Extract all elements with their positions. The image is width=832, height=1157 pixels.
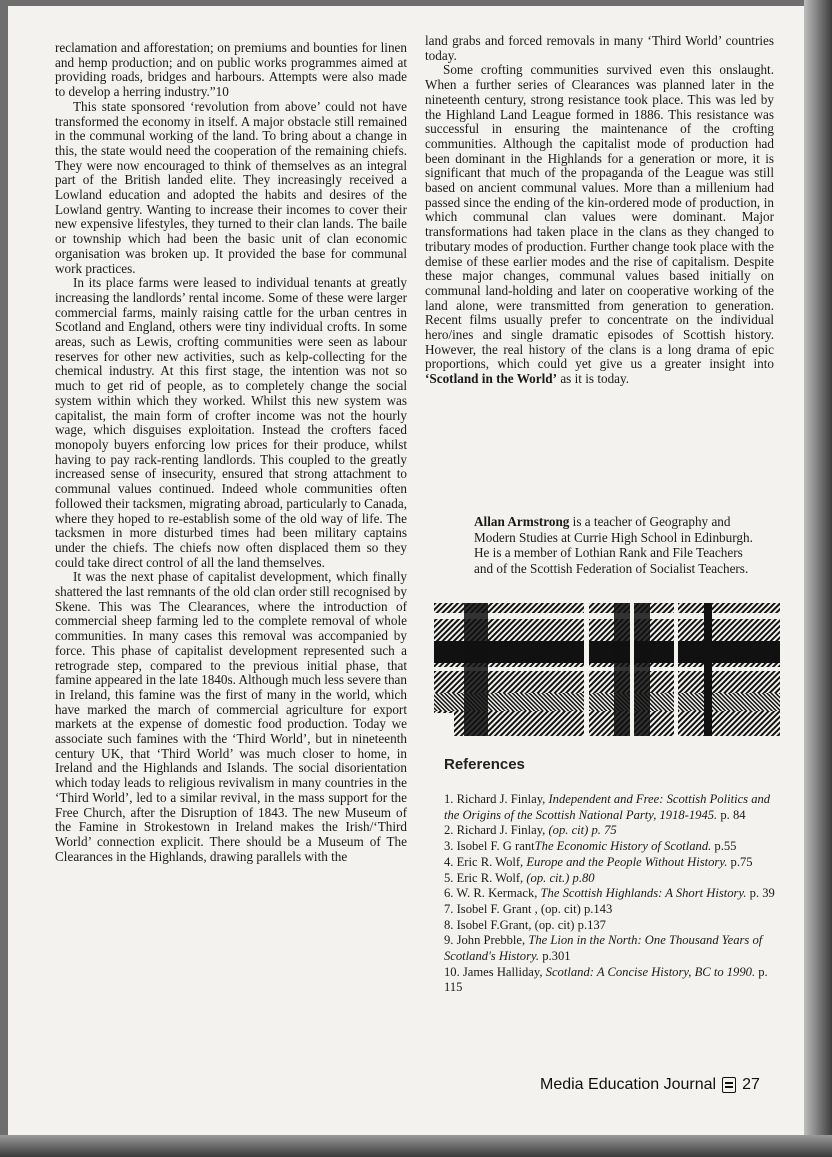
scan-edge-shadow-bottom xyxy=(0,1135,832,1157)
reference-item: 5. Eric R. Wolf, (op. cit.) p.80 xyxy=(444,870,595,885)
journal-name: Media Education Journal xyxy=(540,1076,717,1093)
reference-item: 8. Isobel F.Grant, (op. cit) p.137 xyxy=(444,917,606,932)
tartan-vertical-band-3 xyxy=(704,603,712,736)
author-name: Allan Armstrong xyxy=(474,514,570,529)
left-paragraph-3: In its place farms were leased to individual tenants at greatly increasing the landlords’ rental income. Some of these were larger commercial farms, mainly raising cattle for the urban centres in Scotland and England, others were tiny individual crofts. In some areas, such as Lewis, crofting communities were seen as labour reserves for other new activities, such as kelp-collecting for the chemical industry. At this first stage, the intention was not so much to get rid of people, as to completely change the social system within which they worked. Whilst this new system was capitalist, the main form of crofter income was not the hourly wage, which disguises exploitation. Instead the crofters faced monopoly buyers enforcing low prices for their produce, whilst having to pay rack-renting landlords. This coupled to the greatly increased sense of insecurity, ensured that strong attachment to communal values continued. Indeed whole communities often followed their tacksmen, migrating abroad, particularly to Canada, where they hoped to re-establish some of the old way of life. The tacksmen in more disturbed times had been military captains under the chiefs. The chiefs now often displaced them so they could take direct control of all the land themselves. xyxy=(55,275,407,570)
left-paragraph-2: This state sponsored ‘revolution from above’ could not have transformed the economy in itself. A major obstacle still remained in the communal working of the land. To bring about a change in this, the state would need the cooperation of the remaining chiefs. They were now encouraged to think of themselves as an integral part of the British landed elite. They increasingly received a Lowland education and adopted the habits and desires of the Lowland gentry. Wanting to increase their incomes to cover their new expensive lifestyles, they turned to their clan lands. The baile or township which had been the basic unit of clan economic organisation was broken up. It provided the base for communal work practices. xyxy=(55,98,407,276)
author-bio-text: is a teacher of Geography and Modern Studies at Currie High School in Edinburgh. He is a member of Lothian Rank and File Teachers and of the Scottish Federation of Socialist Teachers. xyxy=(474,514,753,576)
tartan-vertical-white-1 xyxy=(584,603,589,736)
tartan-vertical-band-1 xyxy=(464,603,488,736)
journal-page xyxy=(8,6,808,1138)
page-icon xyxy=(722,1077,736,1093)
reference-item: 9. John Prebble, The Lion in the North: One Thousand Years of Scotland's History. p.301 xyxy=(444,933,763,964)
page-footer xyxy=(540,1076,760,1094)
references-list xyxy=(444,792,784,996)
reference-item: 10. James Halliday, Scotland: A Concise History, BC to 1990. p. 115 xyxy=(444,964,768,995)
right-column xyxy=(425,34,774,387)
reference-item: 2. Richard J. Finlay, (op. cit) p. 75 xyxy=(444,823,617,838)
right-paragraph-1: land grabs and forced removals in many ‘Third World’ countries today. xyxy=(425,33,774,63)
scotland-in-the-world: ‘Scotland in the World’ xyxy=(425,371,558,387)
left-paragraph-4: It was the next phase of capitalist development, which finally shattered the last remnants of the old clan order still recognised by Skene. This was The Clearances, where the introduction of commercial sheep farming led to the complete removal of whole communities. In many cases this removal was accompanied by force. This phase of capitalist development represented such a retrograde step, compared to the previous initial phase, that famine appeared in the late 1840s. Although much less severe than in Ireland, this famine was the first of many in the world, which have marked the march of commercial agriculture for export markets at the expense of domestic food production. Today we associate such famines with the ‘Third World’, but in nineteenth century UK, that ‘Third World’ was much closer to home, in Ireland and the Highlands and Islands. The social disorientation which today leads to religious revivalism in many countries in the ‘Third World’, led to a similar revival, in the mass support for the Free Church, after the Disruption of 1843. The new Museum of the Famine in Strokestown in Ireland makes the Irish/‘Third World’ connection explicit. There should be a Museum of The Clearances in the Highlands, drawing parallels with the xyxy=(55,569,407,864)
left-paragraph-1: reclamation and afforestation; on premiums and bounties for linen and hemp production; and on public works programmes aimed at providing roads, bridges and harbours. Attempts were also made to develop a herring industry.”10 xyxy=(55,40,407,100)
right-paragraph-2-end: as it is today. xyxy=(560,371,630,387)
references-heading: References xyxy=(444,756,525,773)
reference-item: 7. Isobel F. Grant , (op. cit) p.143 xyxy=(444,901,613,916)
reference-item: 6. W. R. Kermack, The Scottish Highlands: A Short History. p. 39 xyxy=(444,886,775,901)
page-number: 27 xyxy=(742,1076,760,1093)
author-bio xyxy=(474,514,764,576)
tartan-vertical-white-3 xyxy=(674,603,678,736)
reference-item: 4. Eric R. Wolf, Europe and the People Without History. p.75 xyxy=(444,854,753,869)
scan-edge-shadow-right xyxy=(804,0,832,1157)
reference-item: 1. Richard J. Finlay, Independent and Free: Scottish Politics and the Origins of the Scottish National Party, 1918-1945. p. 84 xyxy=(444,792,771,822)
left-column xyxy=(55,41,407,864)
tartan-corner-light xyxy=(434,713,454,736)
tartan-illustration xyxy=(434,603,780,736)
tartan-vertical-white-2 xyxy=(630,603,634,736)
reference-item: 3. Isobel F. G rantThe Economic History of Scotland. p.55 xyxy=(444,839,737,854)
right-paragraph-2 xyxy=(425,63,774,386)
right-paragraph-2-text: Some crofting communities survived even this onslaught. When a further series of Clearances was planned later in the nineteenth century, strong resistance took place. This was led by the Highland Land League formed in 1886. This resistance was successful in ensuring the maintenance of the crofting communities. Although the capitalist mode of production had been dominant in the Highlands for a generation or more, it is significant that much of the propaganda of the League was still based on ancient communal values. More than a millenium had passed since the ending of the kin-ordered mode of production, in which communal clan values were dominant. Major transformations had taken place in the clans as they changed to tributary modes of production. Further change took place with the demise of these earlier modes and the rise of capitalism. Despite these major changes, communal values based initially on communal land-holding and later on cooperative working of the land alone, were transmitted from generation to generation. Recent films usually prefer to concentrate on the individual hero/ines and single dramatic episodes of Scottish history. However, the real history of the clans is a long drama of epic proportions, which could yet give us a greater insight into xyxy=(425,62,774,372)
